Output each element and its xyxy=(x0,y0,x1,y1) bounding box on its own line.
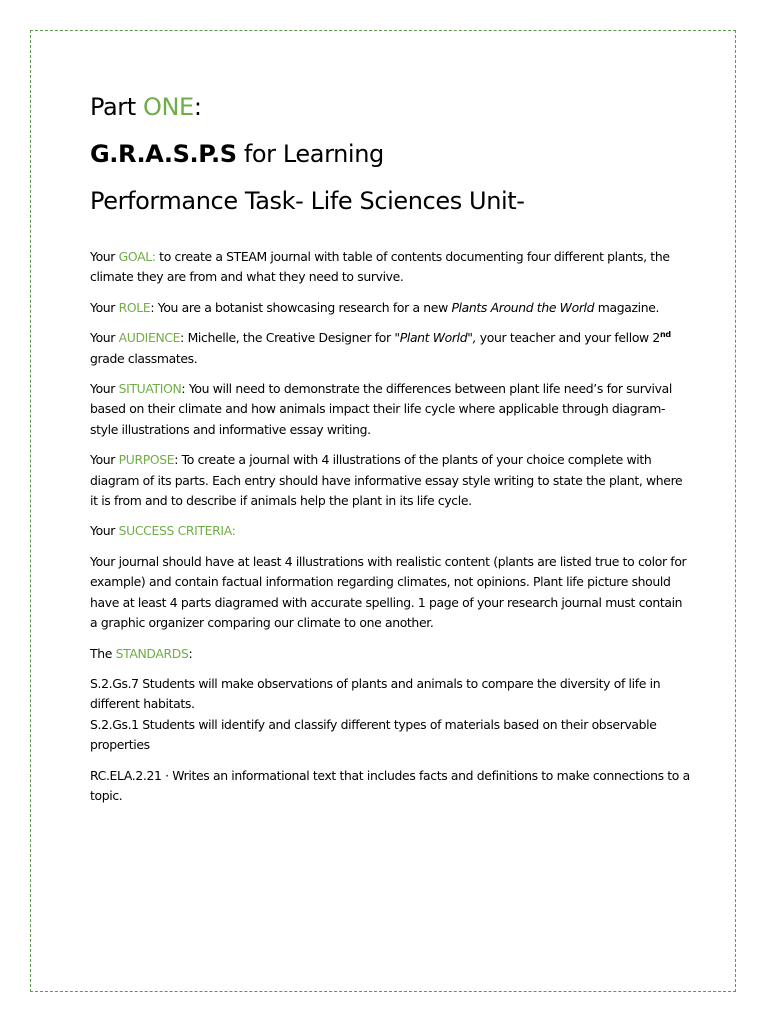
audience-lead: Your xyxy=(90,330,119,346)
role-text-after: magazine. xyxy=(594,299,660,315)
audience-label: AUDIENCE xyxy=(118,330,181,346)
standards-lead: The xyxy=(90,645,116,661)
goal-text: to create a STEAM journal with table of contents documenting four different plants, the climate they are from and what they need to survive. xyxy=(90,249,670,285)
part-suffix: : xyxy=(193,93,202,121)
success-body: Your journal should have at least 4 illustrations with realistic content (plants are listed true to color for example) and contain factual information regarding climates, not opinions. Plant life picture should have at least 4 parts diagramed with accurate spelling. 1 page of your research journal must contain a graphic organizer comparing our climate to one another. xyxy=(90,553,687,631)
audience-text: : Michelle, the Creative Designer for xyxy=(180,330,395,346)
success-label: SUCCESS CRITERIA: xyxy=(118,523,236,539)
standard-item: S.2.Gs.1 Students will identify and classify different types of materials based on their observable properties xyxy=(90,716,657,753)
situation-text: : You will need to demonstrate the differences between plant life need’s for survival based on their climate and how animals impact their life cycle where applicable through diagram-style illustrations and informative essay writing. xyxy=(90,381,672,437)
role-magazine-title: Plants Around the World xyxy=(451,299,595,315)
role-paragraph xyxy=(90,298,690,318)
purpose-label: PURPOSE xyxy=(118,452,175,468)
heading-spacer xyxy=(90,233,690,247)
standard-item: RC.ELA.2.21 · Writes an informational text that includes facts and definitions to make connections to a topic. xyxy=(90,767,690,803)
grasps-acronym: G.R.A.S.P.S xyxy=(90,140,237,168)
part-heading xyxy=(90,92,690,122)
grasps-heading xyxy=(90,139,690,169)
role-label: ROLE xyxy=(118,299,151,315)
success-lead: Your xyxy=(90,523,119,539)
part-prefix: Part xyxy=(90,93,144,121)
standards-colon: : xyxy=(188,645,193,661)
goal-lead: Your xyxy=(90,249,119,264)
goal-label: GOAL: xyxy=(118,249,156,264)
situation-paragraph xyxy=(90,379,690,440)
part-highlight: ONE xyxy=(143,93,194,121)
grasps-rest: for Learning xyxy=(236,140,384,168)
purpose-lead: Your xyxy=(90,452,119,468)
audience-superscript: nd xyxy=(659,330,671,340)
audience-text-end: grade classmates. xyxy=(90,350,198,366)
audience-text-after: your teacher and your fellow 2 xyxy=(476,330,660,346)
purpose-text: : To create a journal with 4 illustrations of the plants of your choice complete with diagram of its parts. Each entry should have informative essay style writing to state the plant, where it is from and to describe if animals help the plant in its life cycle. xyxy=(90,452,683,509)
standard-item: S.2.Gs.7 Students will make observations of plants and animals to compare the diversity of life in different habitats. xyxy=(90,675,661,712)
standards-label: STANDARDS xyxy=(115,645,189,661)
situation-lead: Your xyxy=(90,381,119,397)
goal-paragraph xyxy=(90,247,690,288)
role-text: : You are a botanist showcasing research for a new xyxy=(150,299,452,315)
audience-paragraph xyxy=(90,328,690,369)
task-title: Performance Task- Life Sciences Unit- xyxy=(90,187,525,215)
situation-label: SITUATION xyxy=(118,381,182,397)
success-heading xyxy=(90,521,690,541)
standards-heading xyxy=(90,644,690,664)
purpose-paragraph xyxy=(90,450,690,511)
role-lead: Your xyxy=(90,299,119,315)
document-content xyxy=(90,92,690,816)
audience-publication: "Plant World", xyxy=(394,330,477,346)
